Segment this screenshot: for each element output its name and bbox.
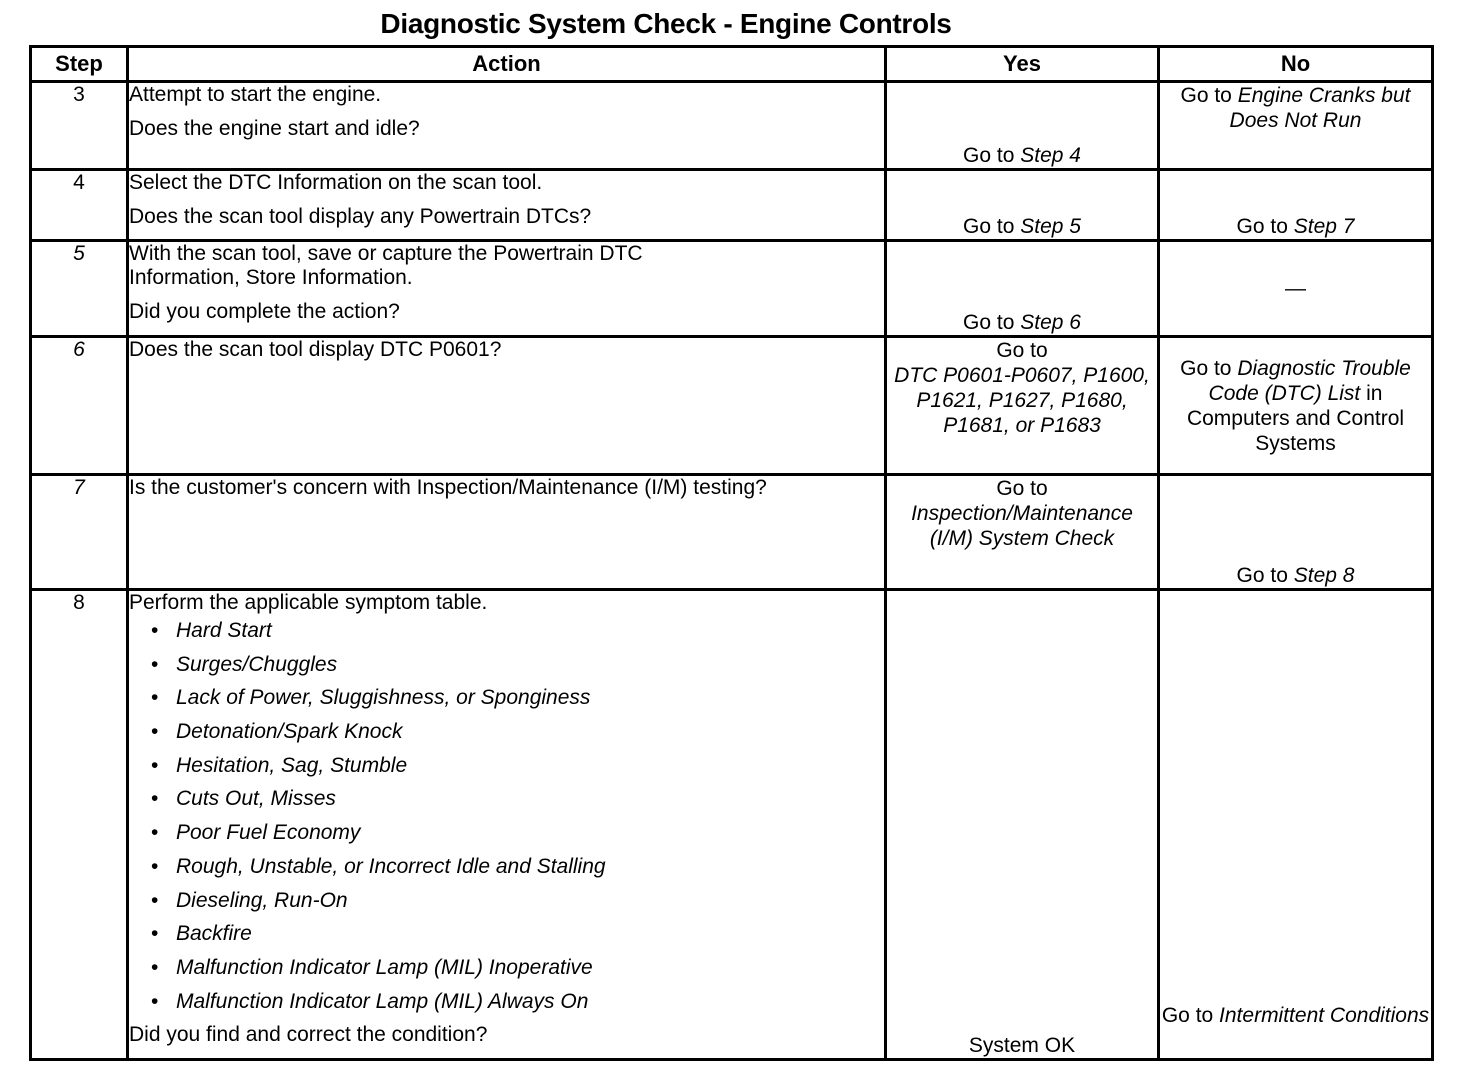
- yes-text: System OK: [968, 1034, 1076, 1057]
- symptom-link[interactable]: Malfunction Indicator Lamp (MIL) Inoperative: [176, 955, 593, 979]
- table-row-step-3: [31, 82, 1433, 170]
- action-cell: [128, 337, 886, 475]
- bullet-icon: •: [151, 619, 159, 642]
- action-cell: [128, 241, 886, 337]
- action-cell: [128, 475, 886, 590]
- symptom-link[interactable]: Dieseling, Run-On: [176, 888, 348, 912]
- yes-cell: [886, 337, 1159, 475]
- no-cell: [1159, 82, 1433, 170]
- step-number: 7: [31, 475, 128, 590]
- bullet-icon: •: [151, 922, 159, 946]
- no-cell: [1159, 337, 1433, 475]
- symptom-link[interactable]: Lack of Power, Sluggishness, or Sponginess: [176, 686, 591, 710]
- list-item[interactable]: [151, 686, 884, 710]
- yes-cell: [886, 475, 1159, 590]
- action-question: Does the scan tool display DTC P0601?: [129, 338, 502, 361]
- symptom-link[interactable]: Malfunction Indicator Lamp (MIL) Always On: [176, 989, 589, 1013]
- action-text: Perform the applicable symptom table.: [129, 591, 488, 614]
- no-link[interactable]: Diagnostic Trouble Code (DTC) List: [1208, 356, 1411, 405]
- no-cell: [1159, 475, 1433, 590]
- step-number: 5: [31, 241, 128, 337]
- symptom-link[interactable]: Cuts Out, Misses: [176, 787, 336, 811]
- symptom-list: [129, 619, 884, 1014]
- action-question: Did you find and correct the condition?: [129, 1023, 488, 1047]
- no-suffix: in Computers and Control Systems: [1186, 381, 1405, 455]
- list-item[interactable]: [151, 855, 884, 879]
- list-item[interactable]: [151, 653, 884, 677]
- list-item[interactable]: [151, 619, 884, 643]
- step-number: 8: [31, 590, 128, 1060]
- table-row-step-4: [31, 170, 1433, 241]
- table-row-step-7: [31, 475, 1433, 590]
- bullet-icon: •: [151, 720, 159, 744]
- yes-prefix: Go to: [963, 311, 1021, 334]
- step-number: 4: [31, 170, 128, 241]
- symptom-link[interactable]: Poor Fuel Economy: [176, 821, 361, 845]
- header-row: [31, 47, 1433, 82]
- yes-cell: [886, 590, 1159, 1060]
- page-title: Diagnostic System Check - Engine Controls: [380, 8, 952, 39]
- symptom-link[interactable]: Surges/Chuggles: [176, 652, 338, 676]
- step-number: 6: [31, 337, 128, 475]
- list-item[interactable]: [151, 720, 884, 744]
- bullet-icon: •: [151, 955, 159, 979]
- yes-cell: [886, 241, 1159, 337]
- no-cell: [1159, 241, 1433, 337]
- action-cell: [128, 82, 886, 170]
- list-item[interactable]: [151, 889, 884, 913]
- list-item[interactable]: [151, 922, 884, 946]
- no-cell: [1159, 170, 1433, 241]
- action-question: Does the scan tool display any Powertrain DTCs?: [129, 205, 592, 228]
- no-cell: [1159, 590, 1433, 1060]
- diagnostic-table: [29, 45, 1434, 1061]
- yes-link[interactable]: Step 4: [1020, 144, 1081, 167]
- no-prefix: Go to: [1236, 564, 1294, 587]
- header-step: Step: [31, 47, 128, 82]
- symptom-link[interactable]: Hesitation, Sag, Stumble: [176, 753, 408, 777]
- yes-prefix: Go to: [963, 215, 1021, 238]
- symptom-link[interactable]: Backfire: [176, 922, 252, 946]
- header-yes: Yes: [886, 47, 1159, 82]
- bullet-icon: •: [151, 821, 159, 845]
- yes-cell: [886, 82, 1159, 170]
- list-item[interactable]: [151, 956, 884, 980]
- table-row-step-6: [31, 337, 1433, 475]
- yes-link[interactable]: Step 6: [1020, 311, 1081, 334]
- symptom-link[interactable]: Detonation/Spark Knock: [176, 720, 403, 744]
- yes-cell: [886, 170, 1159, 241]
- bullet-icon: •: [151, 753, 159, 777]
- bullet-icon: •: [151, 652, 159, 676]
- action-cell: [128, 170, 886, 241]
- bullet-icon: •: [151, 888, 159, 912]
- no-link[interactable]: Intermittent Conditions: [1219, 1004, 1430, 1027]
- yes-link[interactable]: Step 5: [1020, 215, 1081, 238]
- table-row-step-5: [31, 241, 1433, 337]
- no-prefix: Go to: [1161, 1004, 1220, 1027]
- list-item[interactable]: [151, 821, 884, 845]
- bullet-icon: •: [151, 787, 159, 811]
- action-cell: [128, 590, 886, 1060]
- yes-prefix: Go to: [996, 339, 1048, 362]
- no-prefix: Go to: [1180, 84, 1238, 107]
- no-dash: —: [1285, 277, 1306, 300]
- list-item[interactable]: [151, 787, 884, 811]
- action-text: With the scan tool, save or capture the Powertrain DTC Information, Store Information.: [129, 242, 643, 289]
- step-number: 3: [31, 82, 128, 170]
- yes-link[interactable]: Inspection/Maintenance (I/M) System Check: [911, 502, 1133, 550]
- no-link[interactable]: Step 8: [1293, 564, 1355, 587]
- symptom-link[interactable]: Rough, Unstable, or Incorrect Idle and Stalling: [176, 854, 606, 878]
- list-item[interactable]: [151, 990, 884, 1014]
- bullet-icon: •: [151, 686, 159, 710]
- yes-link[interactable]: DTC P0601-P0607, P1600, P1621, P1627, P1680, P1681, or P1683: [894, 364, 1150, 437]
- table-row-step-8: [31, 590, 1433, 1060]
- bullet-icon: •: [151, 989, 159, 1013]
- header-action: Action: [128, 47, 886, 82]
- action-text: Select the DTC Information on the scan tool.: [129, 171, 543, 194]
- yes-prefix: Go to: [963, 144, 1021, 167]
- action-text: Attempt to start the engine.: [129, 83, 382, 106]
- action-question: Is the customer's concern with Inspection/Maintenance (I/M) testing?: [129, 476, 767, 499]
- header-no: No: [1159, 47, 1433, 82]
- no-prefix: Go to: [1180, 356, 1238, 380]
- list-item[interactable]: [151, 754, 884, 778]
- action-question: Does the engine start and idle?: [129, 117, 420, 140]
- bullet-icon: •: [151, 854, 159, 878]
- symptom-link[interactable]: Hard Start: [176, 619, 272, 642]
- no-link[interactable]: Engine Cranks but Does Not Run: [1229, 84, 1411, 132]
- yes-prefix: Go to: [996, 477, 1048, 500]
- no-link[interactable]: Step 7: [1293, 215, 1355, 238]
- action-question: Did you complete the action?: [129, 300, 400, 323]
- no-prefix: Go to: [1236, 215, 1294, 238]
